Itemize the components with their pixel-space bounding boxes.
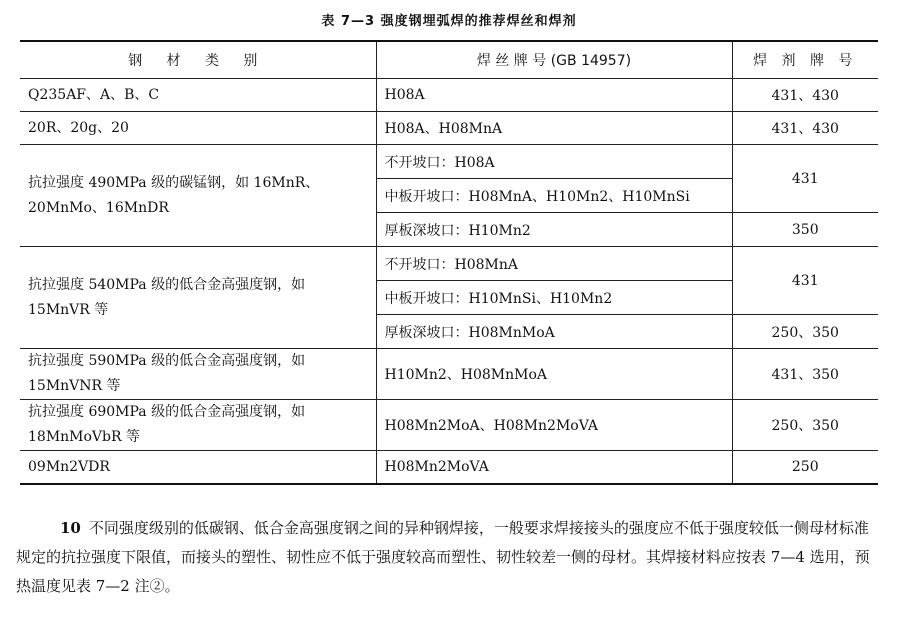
steel-grade-cell: 抗拉强度 540MPa 级的低合金高强度钢，如 15MnVR 等 xyxy=(20,247,376,349)
steel-grade-cell: 抗拉强度 590MPa 级的低合金高强度钢，如 15MnVNR 等 xyxy=(20,349,376,400)
flux-cell: 431 xyxy=(732,247,878,315)
table-caption: 表 7—3 强度钢埋弧焊的推荐焊丝和焊剂 xyxy=(321,14,577,29)
steel-grade-cell: 09Mn2VDR xyxy=(20,451,376,485)
table-row xyxy=(20,451,878,485)
steel-grade-cell: 抗拉强度 490MPa 级的碳锰钢，如 16MnR、20MnMo、16MnDR xyxy=(20,145,376,247)
wire-cell: H10Mn2、H08MnMoA xyxy=(376,349,732,400)
steel-grade-cell: 抗拉强度 690MPa 级的低合金高强度钢，如 18MnMoVbR 等 xyxy=(20,400,376,451)
wire-cell: 厚板深坡口：H10Mn2 xyxy=(376,213,732,247)
flux-cell: 250、350 xyxy=(732,400,878,451)
table-row xyxy=(20,79,878,112)
table-header-row xyxy=(20,41,878,79)
welding-wire-flux-table xyxy=(20,40,878,485)
wire-cell: 中板开坡口：H10MnSi、H10Mn2 xyxy=(376,281,732,315)
flux-cell: 431、350 xyxy=(732,349,878,400)
table-row xyxy=(20,247,878,281)
flux-cell: 350 xyxy=(732,213,878,247)
flux-cell: 431 xyxy=(732,145,878,213)
table-row xyxy=(20,145,878,179)
wire-cell: 不开坡口：H08MnA xyxy=(376,247,732,281)
table-row xyxy=(20,349,878,400)
header-steel-category: 钢 材 类 别 xyxy=(20,41,376,79)
table-row xyxy=(20,400,878,451)
wire-cell: 厚板深坡口：H08MnMoA xyxy=(376,315,732,349)
clause-paragraph xyxy=(16,514,882,601)
flux-cell: 431、430 xyxy=(732,79,878,112)
clause-number: 10 xyxy=(60,519,81,537)
wire-cell: H08A xyxy=(376,79,732,112)
steel-grade-cell: Q235AF、A、B、C xyxy=(20,79,376,112)
table-row xyxy=(20,112,878,145)
steel-grade-cell: 20R、20g、20 xyxy=(20,112,376,145)
header-welding-wire: 焊 丝 牌 号 (GB 14957) xyxy=(376,41,732,79)
clause-text: 不同强度级别的低碳钢、低合金高强度钢之间的异种钢焊接，一般要求焊接接头的强度应不低于强度较低一侧母材标准规定的抗拉强度下限值，而接头的塑性、韧性应不低于强度较高而塑性、韧性较差一侧的母材。其焊接材料应按表 7—4 选用，预热温度见表 7—2 注②。 xyxy=(16,519,870,595)
flux-cell: 431、430 xyxy=(732,112,878,145)
flux-cell: 250 xyxy=(732,451,878,485)
flux-cell: 250、350 xyxy=(732,315,878,349)
wire-cell: H08Mn2MoVA xyxy=(376,451,732,485)
wire-cell: 不开坡口：H08A xyxy=(376,145,732,179)
wire-cell: H08A、H08MnA xyxy=(376,112,732,145)
wire-cell: H08Mn2MoA、H08Mn2MoVA xyxy=(376,400,732,451)
wire-cell: 中板开坡口：H08MnA、H10Mn2、H10MnSi xyxy=(376,179,732,213)
header-flux: 焊 剂 牌 号 xyxy=(732,41,878,79)
